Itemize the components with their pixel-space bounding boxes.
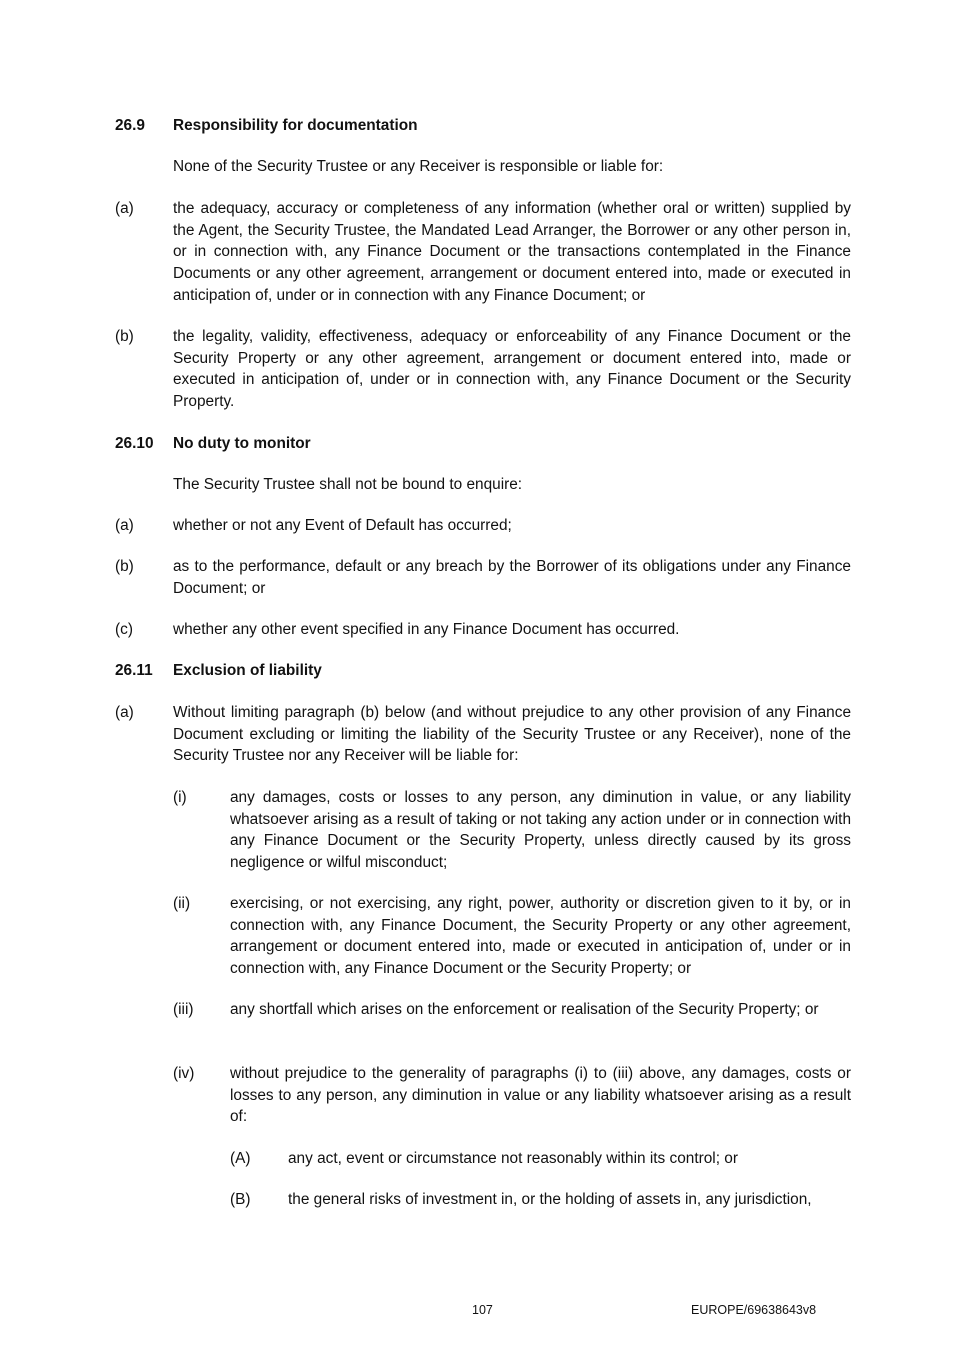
section-title-26-9: Responsibility for documentation — [173, 117, 418, 134]
subitem-text: exercising, or not exercising, any right, power, authority or discretion given to it by, or in connection with, any Finance Document, the Security Property or any other agreement, arrangement or document entered into, made or executed in anticipation of, under or in connection with, any Finance Document or the Security Property; or — [230, 895, 851, 978]
section-title-26-11: Exclusion of liability — [173, 662, 322, 679]
subitem-text: any damages, costs or losses to any person, any diminution in value, or any liability whatsoever arising as a result of taking or not taking any action under or in connection with any Finance Document or the Security Property, unless directly caused by its gross negligence or wilful misconduct; — [230, 789, 851, 872]
subsubitem-text: any act, event or circumstance not reasonably within its control; or — [288, 1150, 738, 1167]
item-label: (a) — [115, 704, 134, 721]
section-number-26-11: 26.11 — [115, 662, 153, 679]
section-number-26-10: 26.10 — [115, 435, 154, 452]
item-text: the legality, validity, effectiveness, adequacy or enforceability of any Finance Document or the Security Property or any other agreement, arrangement or document entered into, made or executed in anticipation of, under or in connection with, any Finance Document or the Security Property. — [173, 328, 851, 411]
section-intro-26-10: The Security Trustee shall not be bound to enquire: — [173, 476, 523, 493]
item-text: the adequacy, accuracy or completeness of any information (whether oral or written) supplied by the Agent, the Security Trustee, the Mandated Lead Arranger, the Borrower or any other person in, or in connection with, any Finance Document or the transactions contemplated in the Finance Documents or any other agreement, arrangement or document entered into, made or executed in anticipation of, under or in connection with any Finance Document; or — [173, 200, 851, 304]
subitem-text: any shortfall which arises on the enforcement or realisation of the Security Property; or — [230, 1001, 819, 1018]
subitem-label: (iii) — [173, 1001, 194, 1018]
item-label: (b) — [115, 328, 134, 345]
item-label: (a) — [115, 517, 134, 534]
section-intro-26-9: None of the Security Trustee or any Receiver is responsible or liable for: — [173, 158, 664, 175]
item-text: whether any other event specified in any Finance Document has occurred. — [173, 621, 680, 638]
subitem-label: (ii) — [173, 895, 191, 912]
document-reference: EUROPE/69638643v8 — [691, 1303, 817, 1317]
item-label: (c) — [115, 621, 133, 638]
item-label: (a) — [115, 200, 134, 217]
subitem-text: without prejudice to the generality of paragraphs (i) to (iii) above, any damages, costs or losses to any person, any diminution in value or any liability whatsoever arising as a result of: — [230, 1065, 851, 1126]
subitem-label: (iv) — [173, 1065, 195, 1082]
section-title-26-10: No duty to monitor — [173, 435, 311, 452]
subsubitem-label: (A) — [230, 1150, 251, 1167]
subsubitem-text: the general risks of investment in, or the holding of assets in, any jurisdiction, — [288, 1191, 812, 1208]
item-text: Without limiting paragraph (b) below (and without prejudice to any other provision of any Finance Document excluding or limiting the liability of the Security Trustee or any Receiver), none of the Security Trustee nor any Receiver will be liable for: — [173, 704, 851, 765]
subsubitem-label: (B) — [230, 1191, 251, 1208]
item-text: whether or not any Event of Default has occurred; — [173, 517, 512, 534]
page-number: 107 — [472, 1303, 493, 1317]
section-number-26-9: 26.9 — [115, 117, 145, 134]
item-label: (b) — [115, 558, 134, 575]
item-text: as to the performance, default or any breach by the Borrower of its obligations under any Finance Document; or — [173, 558, 851, 597]
subitem-label: (i) — [173, 789, 187, 806]
